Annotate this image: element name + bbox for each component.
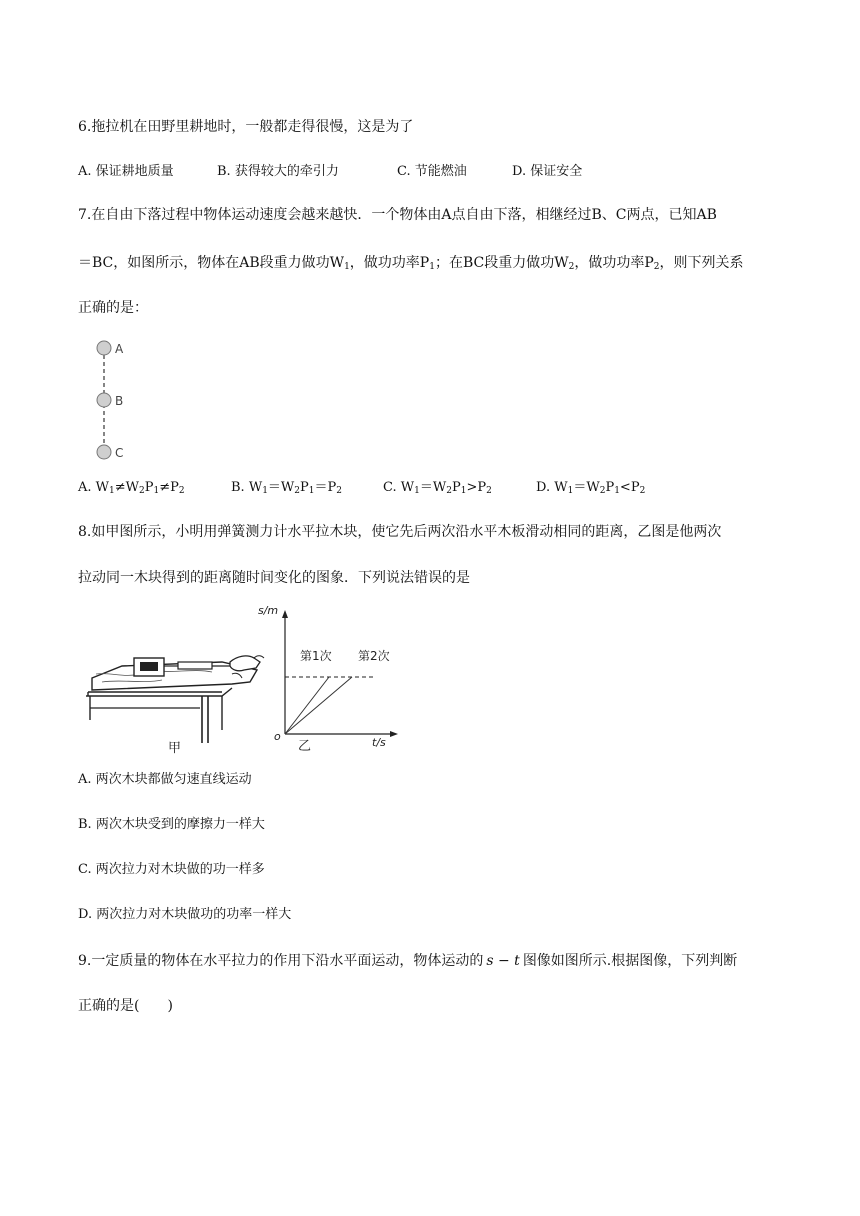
q8-option-a: A. 两次木块都做匀速直线运动 bbox=[78, 772, 252, 787]
figure-jia-label: 甲 bbox=[168, 741, 182, 756]
q6-option-c: C. 节能燃油 bbox=[397, 164, 467, 179]
origin-label: o bbox=[274, 730, 281, 743]
q9-math-s-t: s − t bbox=[486, 953, 520, 969]
q7-stem-line2: ＝BC，如图所示，物体在AB段重力做功$W_1$，做功功率$P_1$；在BC段重力做功$W_2$，做功功率$P_2$，则下列关系 bbox=[78, 255, 744, 272]
q7-stem-line1: 7.在自由下落过程中物体运动速度会越来越快．一个物体由A点自由下落，相继经过B、C两点，已知AB bbox=[78, 207, 717, 223]
y-axis-arrow bbox=[282, 610, 288, 618]
q6-option-d: D. 保证安全 bbox=[512, 164, 583, 179]
legend-trial-1: 第1次 bbox=[300, 649, 332, 663]
q7-falling-ball-figure bbox=[88, 336, 148, 466]
q8-stem-line2: 拉动同一木块得到的距离随时间变化的图象．下列说法错误的是 bbox=[78, 570, 470, 586]
q8-stem-line1: 8.如甲图所示，小明用弹簧测力计水平拉木块，使它先后两次沿水平木板滑动相同的距离，乙图是他两次 bbox=[78, 524, 722, 540]
q7-option-a: A. $W_1\ne W_2P_1\ne P_2$ bbox=[78, 480, 185, 496]
q7-option-d: D. $W_1=W_2P_1<P_2$ bbox=[536, 480, 646, 496]
q7-stem-line3: 正确的是： bbox=[78, 300, 148, 316]
line-trial-2 bbox=[285, 677, 352, 734]
q6-stem: 6.拖拉机在田野里耕地时，一般都走得很慢，这是为了 bbox=[78, 119, 414, 135]
line-trial-1 bbox=[285, 677, 329, 734]
ball-a bbox=[97, 341, 111, 355]
x-axis-label: t/s bbox=[372, 736, 386, 749]
q8-figure-yi-graph bbox=[252, 600, 402, 752]
ball-b bbox=[97, 393, 111, 407]
q8-option-d: D. 两次拉力对木块做功的功率一样大 bbox=[78, 907, 292, 922]
q8-option-b: B. 两次木块受到的摩擦力一样大 bbox=[78, 817, 265, 832]
q7-option-c: C. $W_1=W_2P_1>P_2$ bbox=[383, 480, 492, 496]
x-axis-arrow bbox=[390, 731, 398, 737]
label-c: C bbox=[115, 446, 124, 460]
y-axis-label: s/m bbox=[258, 604, 279, 617]
q9-stem-line1: 9.一定质量的物体在水平拉力的作用下沿水平面运动，物体运动的 s − t 图像如图所示.根据图像，下列判断 bbox=[78, 953, 738, 969]
q8-option-c: C. 两次拉力对木块做的功一样多 bbox=[78, 862, 265, 877]
figure-yi-label: 乙 bbox=[298, 739, 312, 752]
ball-c bbox=[97, 445, 111, 459]
q8-figure-jia bbox=[82, 648, 272, 760]
q9-stem-line2: 正确的是( ) bbox=[78, 998, 173, 1014]
label-b: B bbox=[115, 394, 124, 408]
legend-trial-2: 第2次 bbox=[358, 649, 390, 663]
label-a: A bbox=[115, 342, 124, 356]
q6-option-b: B. 获得较大的牵引力 bbox=[217, 164, 339, 179]
q7-option-b: B. $W_1=W_2P_1=P_2$ bbox=[231, 480, 342, 496]
q6-option-a: A. 保证耕地质量 bbox=[78, 164, 174, 179]
